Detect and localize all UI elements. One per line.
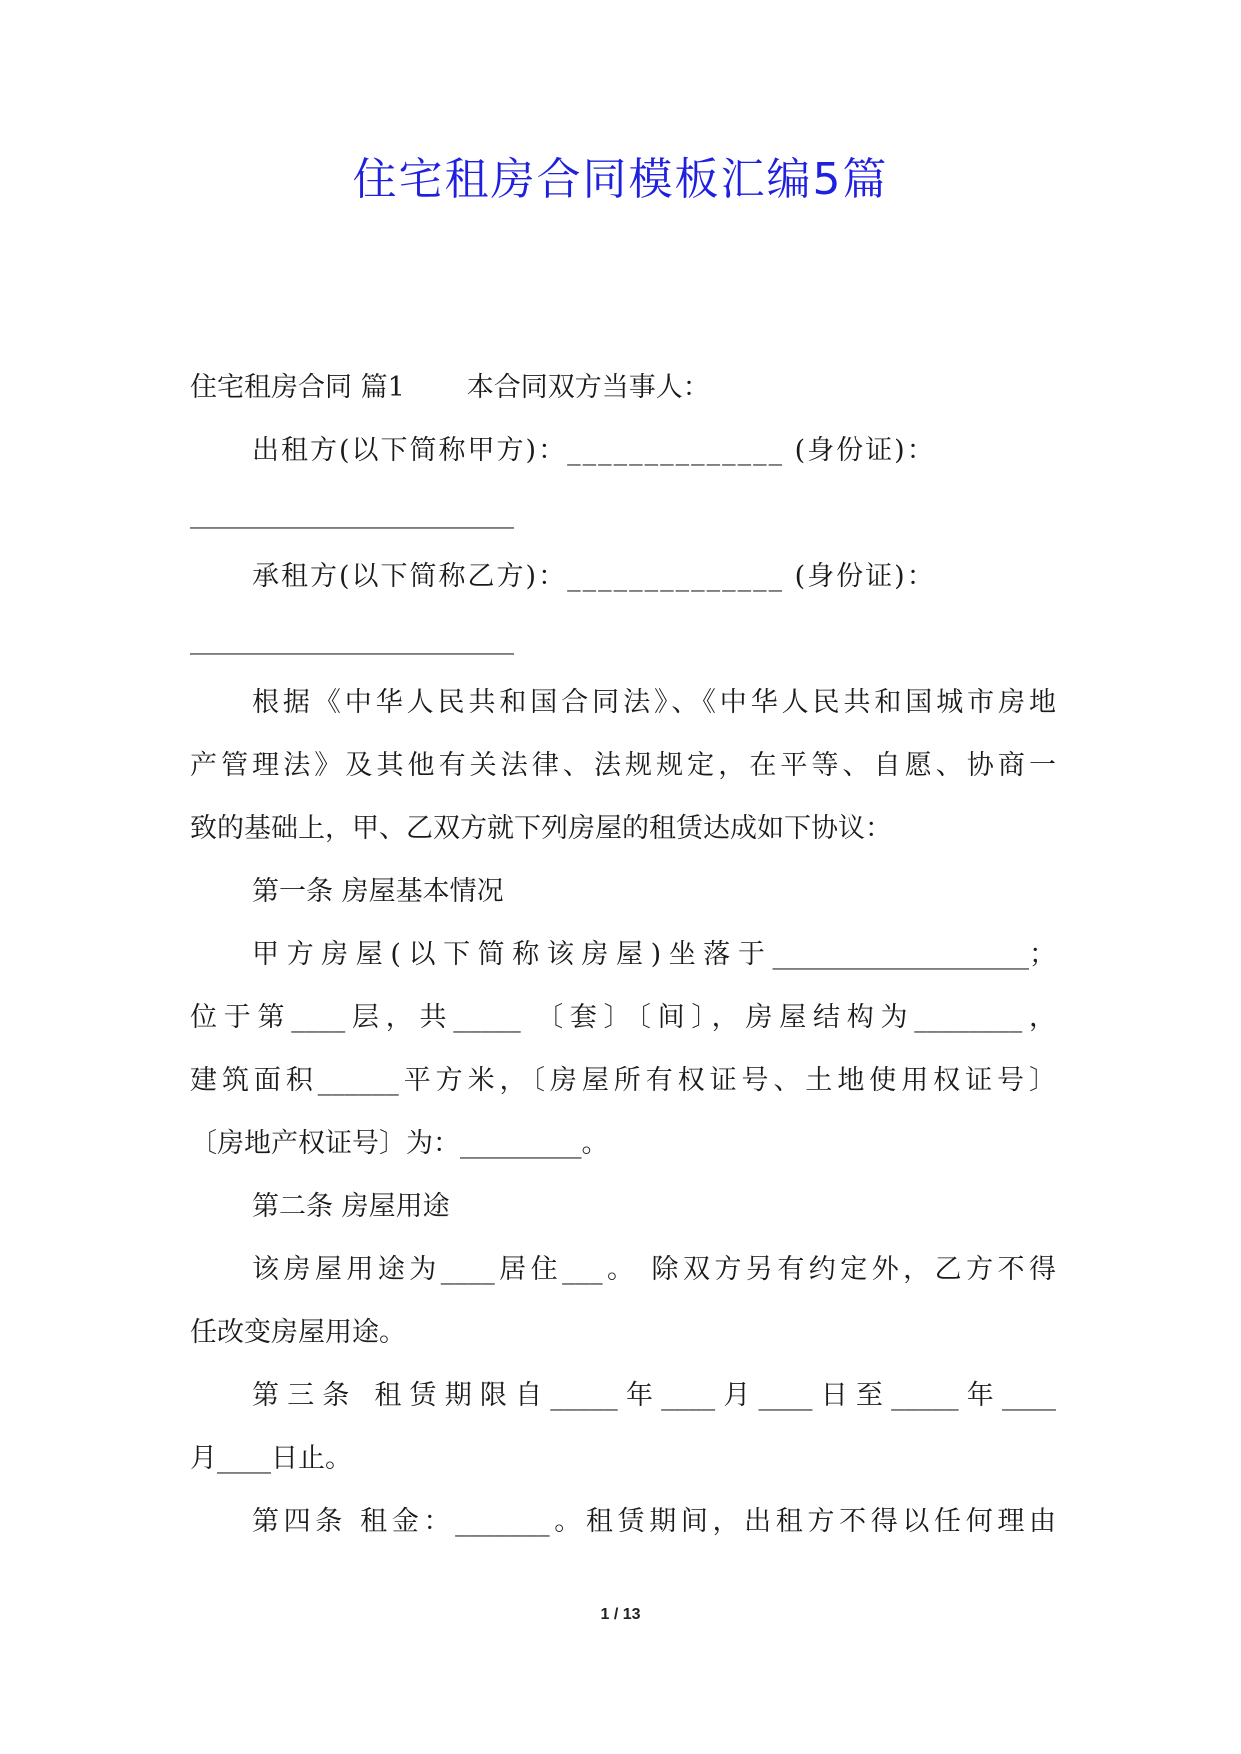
lessor-id-blank: ________________________	[190, 498, 514, 529]
paragraph-line: 月____日止。	[190, 1443, 352, 1474]
document-title: 住宅租房合同模板汇编5篇	[352, 154, 889, 205]
paragraph-line: 产管理法》及其他有关法律、法规规定，在平等、自愿、协商一	[190, 750, 1056, 781]
contract-section-label: 住宅租房合同 篇1	[190, 372, 405, 403]
page-number: 1 / 13	[600, 1606, 641, 1623]
article-3-line: 第三条 租赁期限自_____年____月____日至_____年____	[252, 1380, 1056, 1411]
paragraph-line: 建筑面积______平方米，〔房屋所有权证号、土地使用权证号〕	[190, 1065, 1056, 1096]
paragraph-line: 该房屋用途为____居住___。 除双方另有约定外，乙方不得	[252, 1254, 1056, 1285]
article-4-line: 第四条 租金：_______。租赁期间，出租方不得以任何理由	[252, 1506, 1056, 1537]
paragraph-line: 任改变房屋用途。	[190, 1317, 406, 1348]
contract-heading-line	[190, 356, 1056, 419]
paragraph-line: 根据《中华人民共和国合同法》、《中华人民共和国城市房地	[252, 687, 1056, 718]
paragraph-line: 位于第____层，共_____ 〔套〕〔间〕，房屋结构为________，	[190, 1002, 1056, 1033]
lessee-line: 承租方(以下简称乙方)：______________ (身份证)：	[252, 561, 936, 592]
parties-intro: 本合同双方当事人：	[466, 372, 710, 403]
lessee-id-blank: ________________________	[190, 624, 514, 655]
article-2-heading: 第二条 房屋用途	[252, 1191, 450, 1222]
document-body	[190, 419, 1056, 1553]
paragraph-line: 〔房地产权证号〕为：_________。	[190, 1128, 609, 1159]
paragraph-line: 致的基础上，甲、乙双方就下列房屋的租赁达成如下协议：	[190, 813, 892, 844]
article-1-heading: 第一条 房屋基本情况	[252, 876, 504, 907]
paragraph-line: 甲方房屋(以下简称该房屋)坐落于___________________；	[252, 939, 1056, 970]
lessor-line: 出租方(以下简称甲方)：______________ (身份证)：	[252, 435, 936, 466]
